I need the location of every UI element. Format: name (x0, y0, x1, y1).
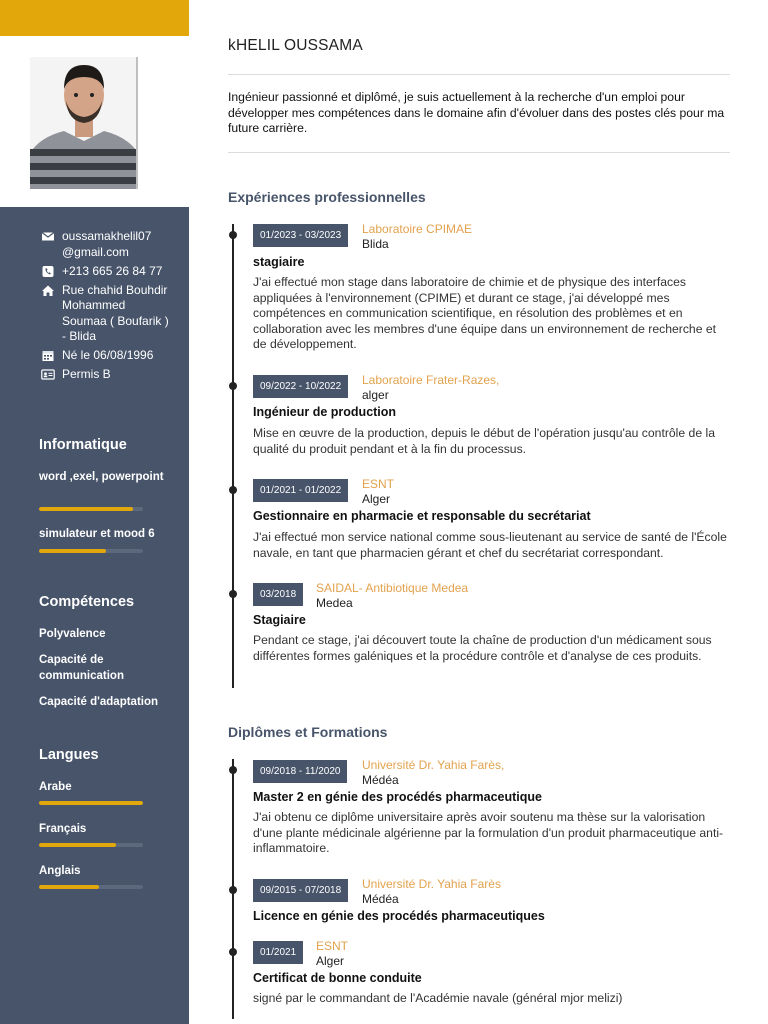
entry-description: Pendant ce stage, j'ai découvert toute la chaîne de production d'un médicament sous différentes formes galéniques et la procédure contrôle et d'analyse de ces produits. (253, 633, 712, 663)
timeline-dot (229, 590, 237, 598)
informatique-heading: Informatique (39, 437, 127, 453)
skill-bar-fill (39, 507, 133, 511)
skill-bar-fill (39, 549, 106, 553)
entry-role: Licence en génie des procédés pharmaceutiques (253, 909, 545, 923)
entry-organization: Université Dr. Yahia Farès (362, 877, 501, 891)
skill-label: word ,exel, powerpoint (39, 471, 164, 483)
language-label: Arabe (39, 781, 72, 793)
contact-address (0, 283, 189, 345)
entry-organization: Université Dr. Yahia Farès, (362, 758, 505, 772)
contact-phone[interactable] (0, 264, 189, 280)
entry-role: Certificat de bonne conduite (253, 971, 422, 985)
language-label: Français (39, 823, 87, 835)
entry-organization: Laboratoire Frater-Razes, (362, 373, 500, 387)
entry-organization: SAIDAL- Antibiotique Medea (316, 581, 469, 595)
entry-role: Ingénieur de production (253, 405, 397, 419)
entry-location: alger (362, 388, 389, 402)
calendar-icon (41, 349, 55, 362)
entry-date: 09/2015 - 07/2018 (253, 879, 348, 902)
competence-item: Capacité d'adaptation (39, 696, 159, 708)
entry-description: signé par le commandant de l'Académie navale (général mjor melizi) (253, 991, 623, 1005)
divider (228, 74, 730, 75)
language-bar (39, 801, 143, 805)
entry-date: 01/2021 - 01/2022 (253, 479, 348, 502)
entry-description: J'ai effectué mon stage dans laboratoire de chimie et de physique des interfaces appliquées à l'environnement (CPIME) et durant ce stage, j'ai développé mes compétences en communication scientifique, en résolution des problèmes et en collaboration avec les membres d'une équipe dans un environnement de recherche et de développement. (253, 275, 717, 351)
sidebar (0, 0, 189, 1024)
entry-organization: Laboratoire CPIMAE (362, 222, 473, 236)
entry-location: Médéa (362, 773, 399, 787)
entry-location: Médéa (362, 892, 399, 906)
language-bar-fill (39, 885, 99, 889)
skill-label: simulateur et mood 6 (39, 528, 155, 540)
language-bar-fill (39, 801, 143, 805)
language-bar (39, 885, 143, 889)
sidebar-accent-bar (0, 0, 189, 36)
entry-organization: ESNT (362, 477, 395, 491)
candidate-name: kHELIL OUSSAMA (228, 37, 363, 54)
entry-date: 01/2023 - 03/2023 (253, 224, 348, 247)
entry-date: 09/2018 - 11/2020 (253, 760, 347, 783)
timeline-dot (229, 886, 237, 894)
entry-description: J'ai effectué mon service national comme sous-lieutenant au service de santé de l'École navale, en tant que pharmacien gérant et chef du secrétariat correspondant. (253, 530, 727, 560)
sidebar-panel (0, 207, 189, 1024)
entry-location: Alger (362, 492, 391, 506)
timeline-dot (229, 766, 237, 774)
entry-location: Alger (316, 954, 345, 968)
entry-description: Mise en œuvre de la production, depuis le début de l'opération jusqu'au contrôle de la qualité du produit pendant et à la fin du processus. (253, 426, 715, 456)
entry-role: Master 2 en génie des procédés pharmaceutique (253, 790, 542, 804)
experience-timeline (232, 224, 234, 688)
contact-birth-text: Né le 06/08/1996 (62, 348, 154, 362)
experience-heading: Expériences professionnelles (228, 189, 426, 205)
contact-phone-text: +213 665 26 84 77 (62, 263, 163, 278)
entry-organization: ESNT (316, 939, 349, 953)
envelope-icon (41, 230, 55, 243)
home-icon (41, 284, 55, 297)
entry-date: 03/2018 (253, 583, 303, 606)
competences-heading: Compétences (39, 594, 135, 610)
skill-bar (39, 549, 143, 553)
timeline-dot (229, 486, 237, 494)
phone-icon (41, 265, 55, 278)
entry-description: J'ai obtenu ce diplôme universitaire après avoir soutenu ma thèse sur la valorisation d'une plante médicinale algérienne par la formulation d'un produit pharmaceutique anti-inflammatoire. (253, 810, 724, 855)
entry-role: Stagiaire (253, 613, 306, 627)
langues-heading: Langues (39, 747, 99, 763)
competence-item: Capacité de communication (39, 654, 124, 682)
id-card-icon (41, 368, 55, 381)
divider (228, 152, 730, 153)
profile-summary: Ingénieur passionné et diplômé, je suis actuellement à la recherche d'un emploi pour développer mes compétences dans le domaine afin d'évoluer dans des postes clés pour ma future carrière. (228, 90, 725, 135)
contact-list (0, 229, 189, 386)
profile-photo (30, 57, 138, 189)
entry-date: 09/2022 - 10/2022 (253, 375, 348, 398)
education-heading: Diplômes et Formations (228, 724, 388, 740)
timeline-dot (229, 948, 237, 956)
entry-location: Medea (316, 596, 353, 610)
competence-item: Polyvalence (39, 628, 106, 640)
entry-date: 01/2021 (253, 941, 303, 964)
entry-role: Gestionnaire en pharmacie et responsable du secrétariat (253, 509, 591, 523)
entry-role: stagiaire (253, 255, 305, 269)
language-label: Anglais (39, 865, 81, 877)
skill-bar (39, 507, 143, 511)
language-bar-fill (39, 843, 116, 847)
language-bar (39, 843, 143, 847)
entry-location: Blida (362, 237, 389, 251)
contact-email[interactable] (0, 229, 189, 260)
contact-email-text: oussamakhelil07 @gmail.com (62, 229, 152, 259)
timeline-dot (229, 231, 237, 239)
contact-birth (0, 348, 189, 364)
contact-license-text: Permis B (62, 367, 111, 381)
timeline-dot (229, 382, 237, 390)
contact-license (0, 367, 189, 383)
contact-address-text: Rue chahid Bouhdir Mohammed Soumaa ( Boufarik ) - Blida (62, 282, 169, 343)
